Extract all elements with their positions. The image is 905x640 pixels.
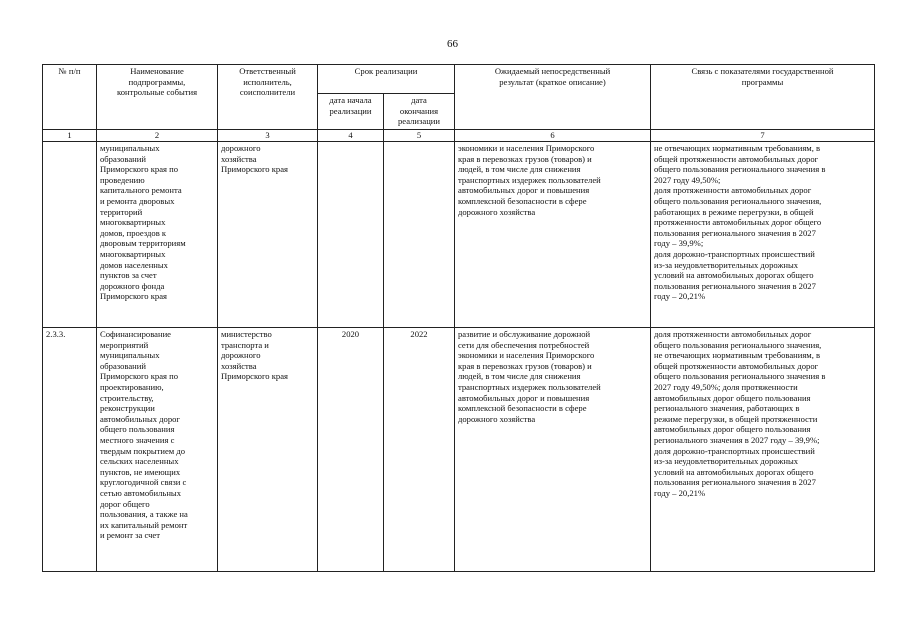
row-name: Софинансирование мероприятий муниципальных образований Приморского края по проектированию, строительству, реконструкции автомобильных дорог общего пользования местного значения с твердым покрытием до сельских населенных пунктов, не имеющих круглогодичной связи с сетью автомобильных дорог общего пользования, а также на их капитальный ремонт и ремонт за счет	[97, 328, 218, 572]
column-number: 3	[218, 130, 318, 142]
column-numbers-row	[43, 130, 875, 142]
column-number: 6	[455, 130, 651, 142]
header-link: Связь с показателями государственной программы	[651, 65, 875, 130]
header-start-date: дата начала реализации	[318, 94, 384, 130]
header-result: Ожидаемый непосредственный результат (краткое описание)	[455, 65, 651, 130]
column-number: 7	[651, 130, 875, 142]
row-name: муниципальных образований Приморского края по проведению капитального ремонта и ремонта дворовых территорий многоквартирных домов, проездов к дворовым территориям многоквартирных домов населенных пунктов за счет дорожного фонда Приморского края	[97, 142, 218, 328]
row-link: доля протяженности автомобильных дорог общего пользования регионального значения, не отвечающих нормативным требованиям, в общей протяженности автомобильных дорог общего пользования регионального значения в 2027 году 49,50%; доля протяженности автомобильных дорог общего пользования регионального значения, работающих в режиме перегрузки, в общей протяженности автомобильных дорог общего пользования регионального значения в 2027 году – 39,9%; доля дорожно-транспортных происшествий из-за неудовлетворительных дорожных условий на автомобильных дорогах общего пользования регионального значения в 2027 году – 20,21%	[651, 328, 875, 572]
program-table	[42, 64, 875, 572]
page-number: 66	[447, 38, 458, 50]
column-number: 2	[97, 130, 218, 142]
row-executor: дорожного хозяйства Приморского края	[218, 142, 318, 328]
header-end-date: дата окончания реализации	[384, 94, 455, 130]
header-executor: Ответственный исполнитель, соисполнители	[218, 65, 318, 130]
column-number: 4	[318, 130, 384, 142]
row-num	[43, 142, 97, 328]
row-result: развитие и обслуживание дорожной сети для обеспечения потребностей экономики и населения Приморского края в перевозках грузов (товаров) и людей, в том числе для снижения транспортных издержек пользователей автомобильных дорог и повышения комплексной безопасности в сфере дорожного хозяйства	[455, 328, 651, 572]
header-num: № п/п	[43, 65, 97, 130]
row-start: 2020	[318, 328, 384, 572]
row-end	[384, 142, 455, 328]
row-end: 2022	[384, 328, 455, 572]
row-start	[318, 142, 384, 328]
row-result: экономики и населения Приморского края в перевозках грузов (товаров) и людей, в том числе для снижения транспортных издержек пользователей автомобильных дорог и повышения комплексной безопасности в сфере дорожного хозяйства	[455, 142, 651, 328]
column-number: 1	[43, 130, 97, 142]
table-row	[43, 142, 875, 328]
header-period: Срок реализации	[318, 65, 455, 94]
row-link: не отвечающих нормативным требованиям, в общей протяженности автомобильных дорог общего пользования регионального значения в 2027 году 49,50%; доля протяженности автомобильных дорог общего пользования регионального значения, работающих в режиме перегрузки, в общей протяженности автомобильных дорог общего пользования регионального значения в 2027 году – 39,9%; доля дорожно-транспортных происшествий из-за неудовлетворительных дорожных условий на автомобильных дорогах общего пользования регионального значения в 2027 году – 20,21%	[651, 142, 875, 328]
header-name: Наименование подпрограммы, контрольные события	[97, 65, 218, 130]
row-num: 2.3.3.	[43, 328, 97, 572]
table-row	[43, 328, 875, 572]
row-executor: министерство транспорта и дорожного хозяйства Приморского края	[218, 328, 318, 572]
column-number: 5	[384, 130, 455, 142]
